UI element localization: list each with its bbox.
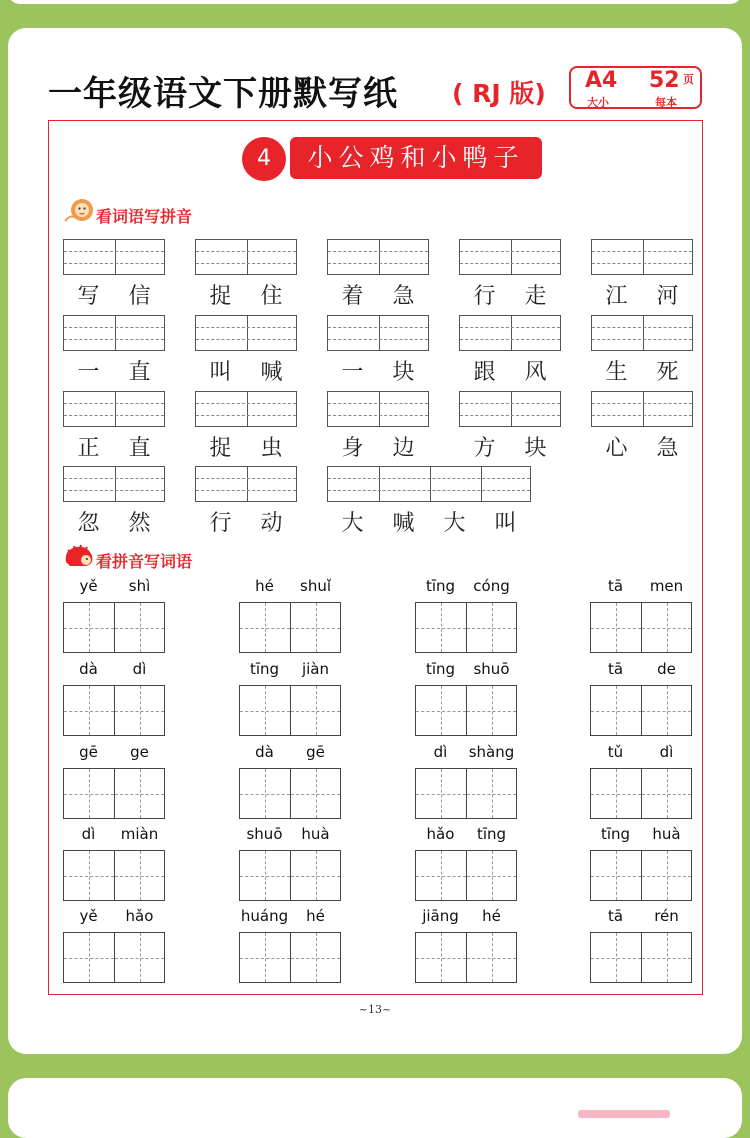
pinyin-writing-box[interactable]	[195, 315, 297, 351]
pinyin-syllable: tā	[607, 907, 624, 925]
pinyin-syllable: hé	[482, 907, 501, 925]
character: 大	[341, 511, 364, 536]
character-writing-grid[interactable]	[415, 850, 517, 901]
page-count: 52	[649, 68, 680, 93]
character: 急	[656, 436, 679, 461]
page-title: 一年级语文下册默写纸	[48, 74, 398, 114]
character: 喊	[260, 360, 283, 385]
character: 心	[605, 436, 628, 461]
character: 写	[77, 284, 100, 309]
pinyin-syllable: shàng	[468, 743, 515, 761]
character-writing-grid[interactable]	[590, 685, 692, 736]
character-writing-grid[interactable]	[239, 850, 341, 901]
page-count-label: 每本	[655, 96, 677, 109]
character: 捉	[209, 284, 232, 309]
character-writing-grid[interactable]	[63, 685, 165, 736]
pinyin-syllable: hǎo	[426, 825, 455, 843]
character-writing-grid[interactable]	[239, 602, 341, 653]
character: 大	[443, 511, 466, 536]
character: 一	[341, 360, 364, 385]
character: 正	[77, 436, 100, 461]
format-badge	[569, 66, 702, 109]
pinyin-syllable: gē	[306, 743, 325, 761]
pinyin-syllable: dà	[255, 743, 274, 761]
pinyin-syllable: dì	[433, 743, 448, 761]
character: 直	[128, 436, 151, 461]
character: 走	[524, 284, 547, 309]
character: 叫	[494, 511, 517, 536]
lesson-title: 小公鸡和小鸭子	[290, 137, 542, 179]
page-number: ~13~	[358, 1003, 392, 1016]
character-writing-grid[interactable]	[63, 768, 165, 819]
paper-size-label: 大小	[587, 96, 609, 109]
pinyin-syllable: huà	[301, 825, 330, 843]
pinyin-writing-box[interactable]	[327, 391, 429, 427]
previous-page-card	[8, 0, 742, 4]
pinyin-writing-box[interactable]	[327, 315, 429, 351]
character-writing-grid[interactable]	[415, 932, 517, 983]
pinyin-writing-box[interactable]	[63, 466, 165, 502]
pinyin-syllable: tā	[607, 660, 624, 678]
pinyin-writing-box[interactable]	[459, 315, 561, 351]
character: 块	[392, 360, 415, 385]
next-page-card	[8, 1078, 742, 1138]
character: 急	[392, 284, 415, 309]
pinyin-syllable: shuō	[473, 660, 510, 678]
pinyin-writing-box[interactable]	[459, 239, 561, 275]
character: 身	[341, 436, 364, 461]
pinyin-writing-box[interactable]	[195, 466, 297, 502]
character: 着	[341, 284, 364, 309]
pinyin-syllable: miàn	[120, 825, 159, 843]
character: 死	[656, 360, 679, 385]
pinyin-syllable: huà	[652, 825, 681, 843]
pinyin-writing-box[interactable]	[327, 239, 429, 275]
character-writing-grid[interactable]	[63, 932, 165, 983]
character: 然	[128, 511, 151, 536]
pinyin-syllable: jiāng	[422, 907, 459, 925]
character: 信	[128, 284, 151, 309]
character-writing-grid[interactable]	[63, 602, 165, 653]
pinyin-syllable: cóng	[473, 577, 510, 595]
pinyin-syllable: hǎo	[125, 907, 154, 925]
pinyin-syllable: hé	[255, 577, 274, 595]
character: 江	[605, 284, 628, 309]
character: 块	[524, 436, 547, 461]
character: 一	[77, 360, 100, 385]
character-writing-grid[interactable]	[239, 768, 341, 819]
pinyin-syllable: rén	[654, 907, 679, 925]
character: 生	[605, 360, 628, 385]
pinyin-syllable: shì	[128, 577, 151, 595]
pinyin-syllable: tīng	[425, 577, 456, 595]
pinyin-writing-box[interactable]	[459, 391, 561, 427]
pinyin-syllable: tīng	[249, 660, 280, 678]
character-writing-grid[interactable]	[239, 685, 341, 736]
lion-icon	[62, 197, 96, 225]
character-writing-grid[interactable]	[590, 932, 692, 983]
character: 行	[209, 511, 232, 536]
character: 直	[128, 360, 151, 385]
pinyin-writing-box[interactable]	[591, 391, 693, 427]
character: 跟	[473, 360, 496, 385]
pinyin-syllable: dì	[132, 660, 147, 678]
pinyin-writing-box[interactable]	[591, 315, 693, 351]
character: 方	[473, 436, 496, 461]
character-writing-grid[interactable]	[415, 685, 517, 736]
pinyin-syllable: shuō	[246, 825, 283, 843]
character: 捉	[209, 436, 232, 461]
next-page-tab	[578, 1110, 670, 1118]
pinyin-writing-box[interactable]	[63, 315, 165, 351]
character-writing-grid[interactable]	[415, 768, 517, 819]
character: 虫	[260, 436, 283, 461]
pinyin-syllable: shuǐ	[300, 577, 331, 595]
pinyin-syllable: de	[657, 660, 676, 678]
character: 风	[524, 360, 547, 385]
character-writing-grid[interactable]	[590, 602, 692, 653]
character: 动	[260, 511, 283, 536]
pinyin-writing-box[interactable]	[591, 239, 693, 275]
hedgehog-icon	[62, 542, 96, 570]
character: 住	[260, 284, 283, 309]
pinyin-syllable: tīng	[425, 660, 456, 678]
character-writing-grid[interactable]	[590, 768, 692, 819]
pinyin-writing-box[interactable]	[327, 466, 531, 502]
character-writing-grid[interactable]	[63, 850, 165, 901]
pinyin-syllable: dì	[659, 743, 674, 761]
pinyin-syllable: men	[649, 577, 684, 595]
character-writing-grid[interactable]	[590, 850, 692, 901]
character: 行	[473, 284, 496, 309]
character-writing-grid[interactable]	[415, 602, 517, 653]
pinyin-syllable: yě	[79, 577, 98, 595]
character: 河	[656, 284, 679, 309]
lesson-number: 4	[242, 137, 286, 181]
pinyin-writing-box[interactable]	[63, 391, 165, 427]
pinyin-writing-box[interactable]	[63, 239, 165, 275]
pinyin-writing-box[interactable]	[195, 391, 297, 427]
pinyin-syllable: dà	[79, 660, 98, 678]
pinyin-syllable: huáng	[240, 907, 289, 925]
pinyin-syllable: tīng	[476, 825, 507, 843]
pinyin-syllable: jiàn	[301, 660, 330, 678]
pinyin-writing-box[interactable]	[195, 239, 297, 275]
pinyin-syllable: gē	[79, 743, 98, 761]
pinyin-syllable: yě	[79, 907, 98, 925]
character: 边	[392, 436, 415, 461]
pinyin-syllable: tǔ	[607, 743, 624, 761]
pinyin-syllable: ge	[130, 743, 149, 761]
character-writing-grid[interactable]	[239, 932, 341, 983]
edition-label: ( RJ 版)	[452, 79, 546, 108]
page-count-unit: 页	[683, 73, 694, 86]
pinyin-syllable: tā	[607, 577, 624, 595]
character: 喊	[392, 511, 415, 536]
pinyin-syllable: dì	[81, 825, 96, 843]
section-title-write-pinyin: 看词语写拼音	[96, 207, 193, 226]
section-title-write-words: 看拼音写词语	[96, 552, 193, 571]
character: 叫	[209, 360, 232, 385]
character: 忽	[77, 511, 100, 536]
paper-size: A4	[585, 68, 618, 93]
pinyin-syllable: hé	[306, 907, 325, 925]
pinyin-syllable: tīng	[600, 825, 631, 843]
